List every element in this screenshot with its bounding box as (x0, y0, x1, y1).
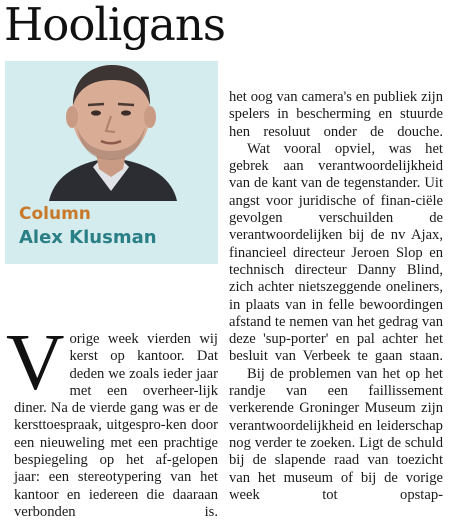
text-line: orige week vierden wij (69, 331, 218, 347)
text-line: verkerende Groninger Museum (229, 400, 416, 417)
body-column-1 (6, 317, 219, 521)
text-line: verantwoordelijken bij de nv Ajax, (229, 227, 443, 244)
text-line: jaar met een overheer- (69, 365, 218, 399)
author-name: Alex Klusman (19, 227, 157, 248)
text-line: zijn spelers in bescherming en (229, 89, 443, 123)
text-line: van Verbeek te gaan staan. (274, 348, 443, 365)
text-line: van het gedrag van deze 'sup- (229, 313, 443, 348)
text-line: daaraan verbonden is. (14, 486, 219, 520)
text-line: Blind, zich achter nietszeggende (229, 261, 444, 296)
text-line: Wat vooral opviel, was het (247, 140, 443, 157)
text-line: bewoordingen afstand te nemen (229, 296, 443, 330)
text-line: zijn verantwoordelijkheid en (229, 400, 444, 434)
paragraph (229, 141, 443, 366)
text-line: ken door een nieuweling met een (14, 417, 218, 451)
text-line: kerst op kantoor. Dat (69, 348, 218, 365)
text-line: deden we zoals ieder (69, 365, 193, 382)
text-line: prachtige bespiegeling op het af- (14, 434, 218, 469)
text-line: of bij de vorige week tot opstap- (229, 469, 443, 503)
author-photo-panel (5, 61, 218, 264)
author-portrait-photo (5, 61, 218, 201)
text-line: het oog van camera's en publiek (229, 89, 418, 105)
column-label: Column (19, 204, 91, 224)
text-line: er de kersttoespraak, uitgespro- (14, 400, 218, 434)
text-line: Bij de problemen van het op (247, 365, 421, 382)
text-line: leiderschap nog verder te zoeken. (229, 417, 443, 451)
text-line: van het kantoor en iedereen die (14, 469, 218, 503)
text-line: gebrek aan verantwoordelijkheid (229, 158, 443, 175)
text-line: financieel directeur Jeroen Slop (229, 244, 423, 261)
text-line: douche. (397, 123, 443, 140)
text-line: gelopen jaar: een stereotypering (14, 452, 218, 486)
text-line: raad van toezicht van het museum (229, 452, 443, 486)
body-column-2 (229, 89, 443, 504)
text-line: stuurde hen resoluut onder de (229, 106, 443, 140)
text-line: oneliners, in plaats van in felle (229, 279, 443, 313)
paragraph (229, 366, 443, 504)
article-headline: Hooligans (4, 0, 225, 51)
byline (19, 203, 157, 250)
text-line: porter' en pal achter het besluit (229, 331, 443, 365)
text-line: Uit angst voor juridische of finan- (229, 175, 443, 209)
text-line: het randje van een faillissement (229, 365, 443, 400)
text-line: lijk diner. Na de vierde gang was (14, 382, 218, 417)
paragraph (229, 89, 443, 141)
text-line: ciële gevolgen verschuilden de (229, 192, 443, 227)
text-line: van de kant van de tegenstander. (229, 175, 421, 192)
text-line: en technisch directeur Danny (229, 244, 443, 278)
text-line: Ligt de schuld bij de slapende (229, 434, 443, 469)
drop-cap: V (6, 317, 65, 407)
